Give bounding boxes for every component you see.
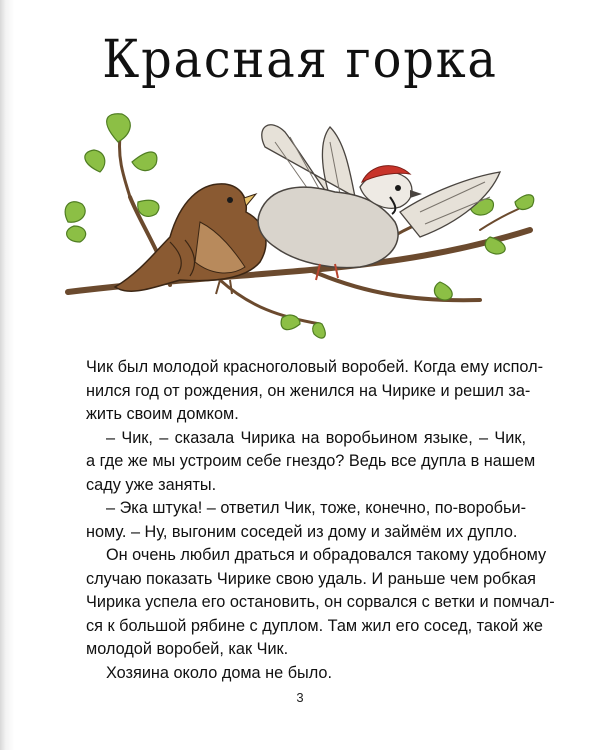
page-number: 3	[296, 690, 304, 705]
text-line: ся к большой рябине с дуплом. Там жил его сосед, такой же	[86, 616, 543, 635]
text-line: Чирика успела его остановить, он сорвался с ветки и помчал-	[86, 593, 555, 611]
text-line: Чик был молодой красноголовый воробей. Когда ему испол-	[86, 358, 544, 376]
paragraph	[86, 356, 544, 427]
paragraph	[86, 427, 536, 498]
story-text	[86, 356, 555, 685]
text-line: случаю показать Чирике свою удаль. И раньше чем робкая	[86, 569, 536, 588]
sparrows-illustration	[60, 102, 540, 342]
text-line: Он очень любил драться и обрадовался такому удобному	[106, 546, 547, 564]
text-line: – Чик, – сказала Чирика на воробьином языке, – Чик,	[106, 428, 526, 447]
text-line: – Эка штука! – ответил Чик, тоже, конечно, по-воробьи-	[106, 499, 526, 517]
text-line: а где же мы устроим себе гнездо? Ведь все дупла в нашем	[86, 452, 536, 470]
text-line: молодой воробей, как Чик.	[86, 640, 289, 658]
text-line: жить своим домком.	[86, 405, 239, 423]
text-line: ному. – Ну, выгоним соседей из дому и займём их дупло.	[86, 522, 518, 541]
paragraph	[86, 544, 555, 662]
text-line: Хозяина около дома не было.	[106, 663, 332, 682]
page-gutter-shadow	[0, 0, 14, 750]
paragraph	[86, 662, 526, 686]
chapter-title: Красная горка	[102, 30, 498, 90]
text-line: нился год от рождения, он женился на Чирике и решил за-	[86, 381, 531, 400]
gray-sparrow	[258, 125, 500, 280]
paragraph	[86, 497, 526, 544]
text-line: саду уже заняты.	[86, 475, 217, 494]
